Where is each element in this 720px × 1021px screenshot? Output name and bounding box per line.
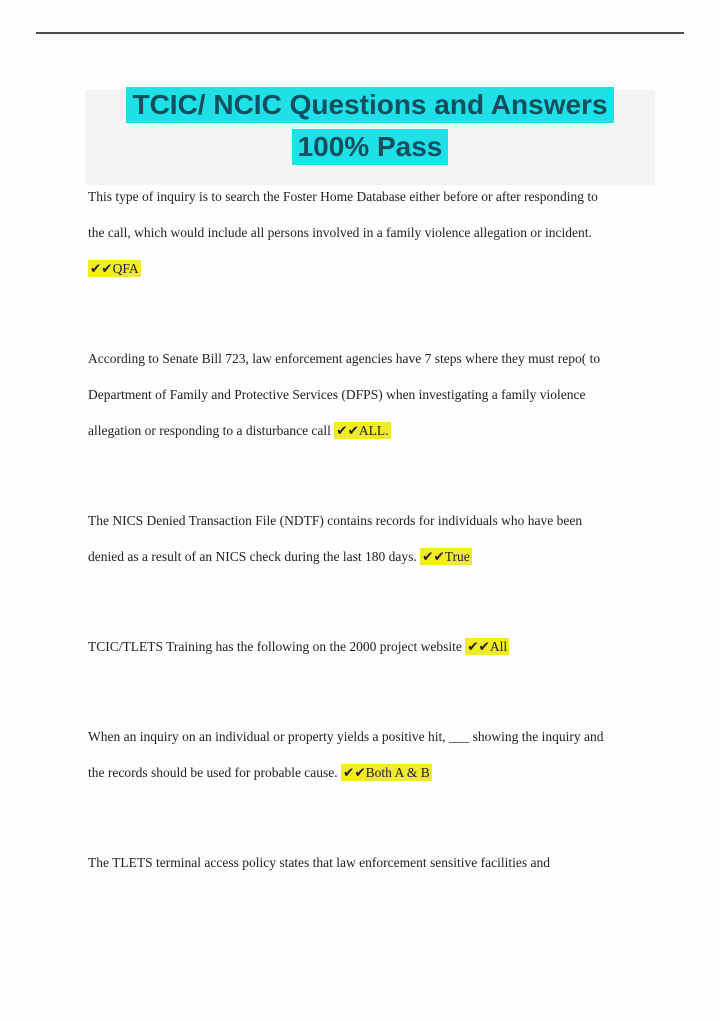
answer-highlight: ✔✔True xyxy=(422,549,470,564)
qa-list xyxy=(88,179,668,935)
qa-item xyxy=(88,845,668,881)
qa-line xyxy=(88,629,668,665)
question-text: The NICS Denied Transaction File (NDTF) contains records for individuals who have been xyxy=(88,513,583,528)
qa-item xyxy=(88,179,668,287)
question-text: TCIC/TLETS Training has the following on the 2000 project website xyxy=(88,639,466,654)
qa-line xyxy=(88,719,668,755)
qa-item xyxy=(88,341,668,449)
answer-highlight: ✔✔Both A & B xyxy=(343,765,430,780)
qa-line xyxy=(88,377,668,413)
title-highlight-line-1: TCIC/ NCIC Questions and Answers xyxy=(126,87,613,123)
qa-line xyxy=(88,179,668,215)
qa-item xyxy=(88,503,668,575)
answer-highlight: ✔✔All xyxy=(467,639,508,654)
page-title-line-2 xyxy=(85,126,655,168)
question-text: allegation or responding to a disturbance call xyxy=(88,423,335,438)
qa-line xyxy=(88,341,668,377)
qa-line xyxy=(88,503,668,539)
qa-line xyxy=(88,539,668,575)
question-text: the call, which would include all persons involved in a family violence allegation or incident. xyxy=(88,225,592,240)
title-highlight-line-2: 100% Pass xyxy=(292,129,449,165)
top-rule-divider xyxy=(36,32,684,34)
page-title xyxy=(85,84,655,168)
qa-item xyxy=(88,719,668,791)
qa-line xyxy=(88,845,668,881)
qa-item xyxy=(88,629,668,665)
qa-line xyxy=(88,215,668,251)
answer-highlight: ✔✔ALL. xyxy=(336,423,389,438)
question-text: According to Senate Bill 723, law enforcement agencies have 7 steps where they must repo( to xyxy=(88,351,601,366)
answer-highlight: ✔✔QFA xyxy=(90,261,139,276)
question-text: This type of inquiry is to search the Foster Home Database either before or after responding to xyxy=(88,189,598,204)
question-text: Department of Family and Protective Services (DFPS) when investigating a family violence xyxy=(88,387,586,402)
qa-line xyxy=(88,251,668,287)
question-text: the records should be used for probable cause. xyxy=(88,765,342,780)
question-text: When an inquiry on an individual or property yields a positive hit, ___ showing the inquiry and xyxy=(88,729,604,744)
page-title-line-1 xyxy=(85,84,655,126)
qa-line xyxy=(88,755,668,791)
question-text: denied as a result of an NICS check during the last 180 days. xyxy=(88,549,421,564)
question-text: The TLETS terminal access policy states that law enforcement sensitive facilities and xyxy=(88,855,550,870)
qa-line xyxy=(88,413,668,449)
